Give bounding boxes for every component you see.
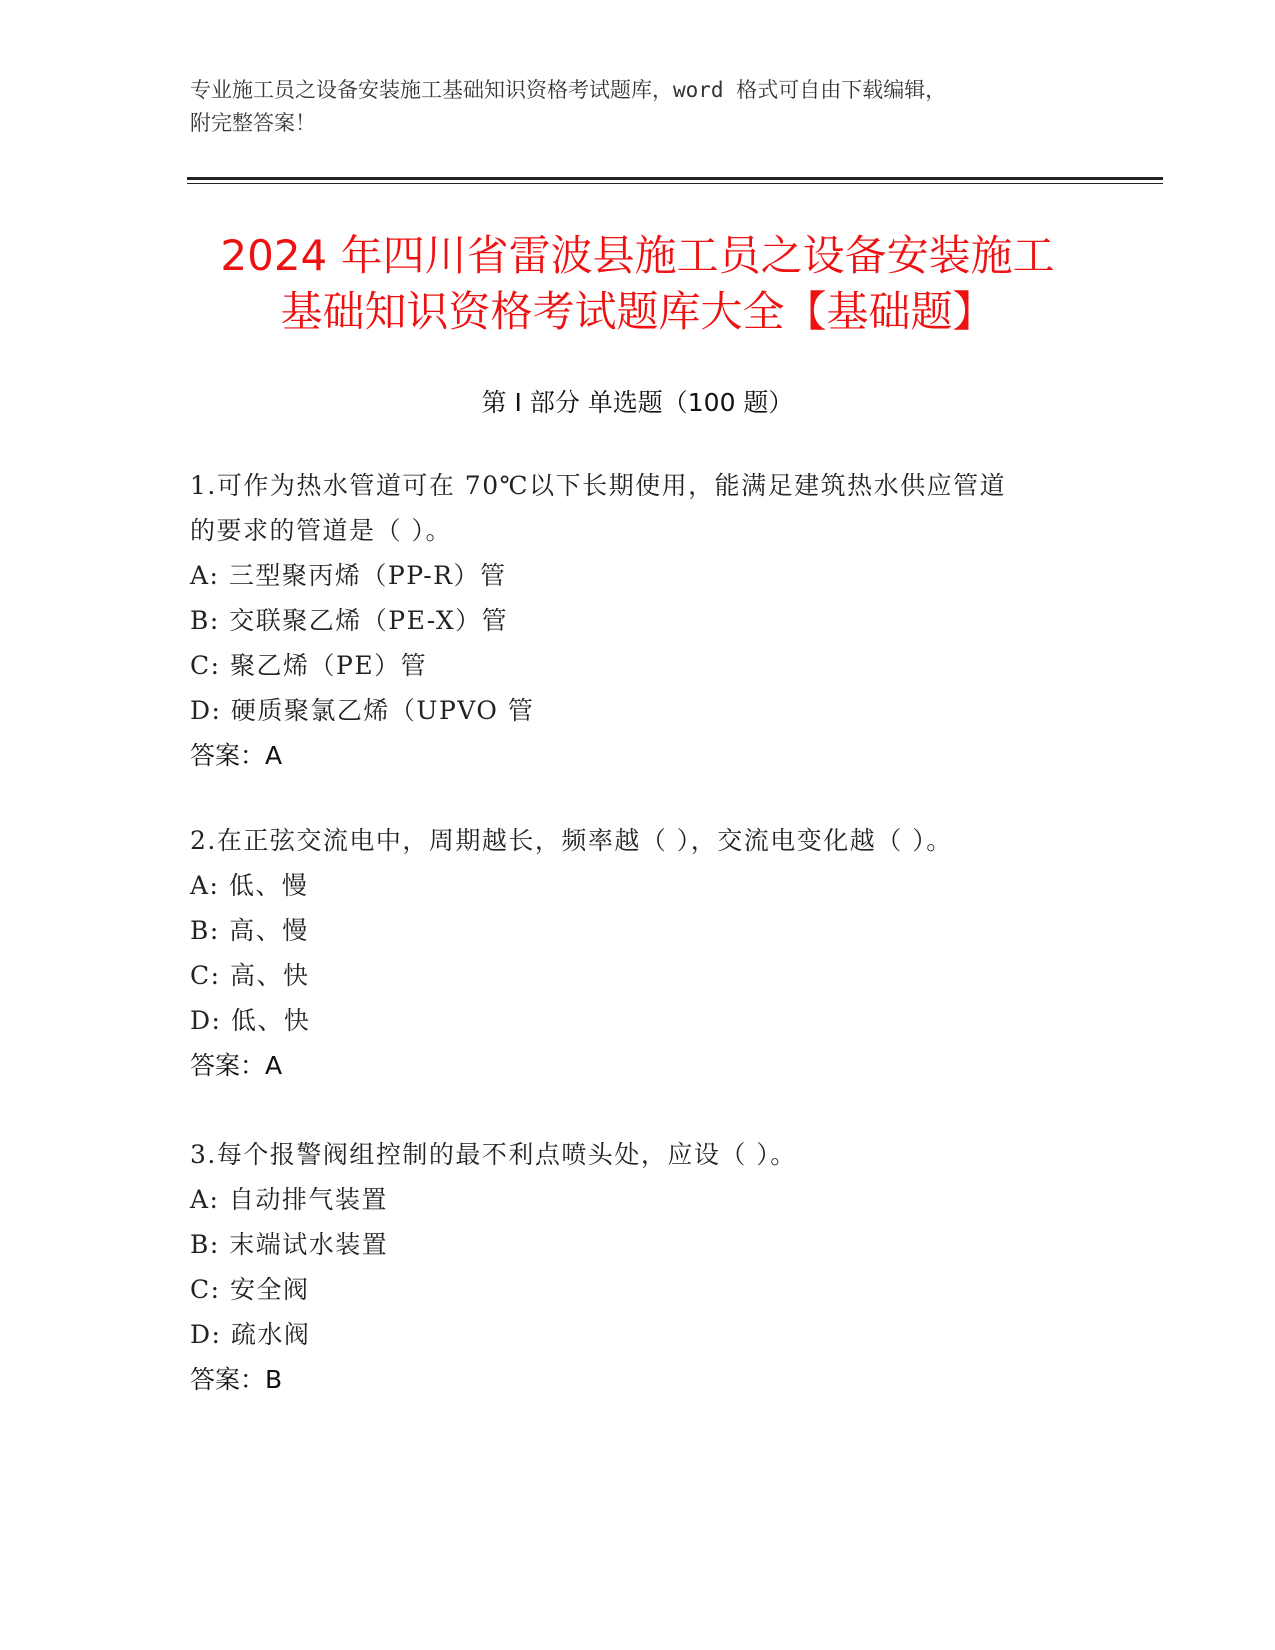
- option-d: D: 硬质聚氯乙烯（UPVO 管: [190, 696, 535, 725]
- option-b: B: 高、慢: [190, 916, 309, 945]
- section-title: 第 I 部分 单选题（100 题）: [481, 388, 794, 417]
- option-a: A: 低、慢: [190, 871, 309, 900]
- document-title-line2: 基础知识资格考试题库大全【基础题】: [280, 287, 995, 336]
- answer: 答案：A: [190, 741, 283, 770]
- question-stem-line1: 3.每个报警阀组控制的最不利点喷头处，应设（ ）。: [190, 1140, 797, 1169]
- option-b: B: 交联聚乙烯（PE-X）管: [190, 606, 509, 635]
- header-note-line2: 附完整答案！: [190, 111, 316, 135]
- option-c: C: 安全阀: [190, 1275, 310, 1304]
- question-3: [190, 1132, 1090, 1402]
- answer: 答案：A: [190, 1051, 283, 1080]
- header-note: [190, 74, 1090, 140]
- option-d: D: 疏水阀: [190, 1320, 311, 1349]
- option-d: D: 低、快: [190, 1006, 311, 1035]
- answer: 答案：B: [190, 1365, 283, 1394]
- question-2: [190, 818, 1090, 1088]
- option-c: C: 高、快: [190, 961, 310, 990]
- question-stem-line1: 2.在正弦交流电中，周期越长，频率越（ ），交流电变化越（ ）。: [190, 826, 953, 855]
- document-title: [180, 228, 1095, 340]
- option-a: A: 三型聚丙烯（PP-R）管: [190, 561, 507, 590]
- option-a: A: 自动排气装置: [190, 1185, 388, 1214]
- question-1: [190, 463, 1090, 778]
- question-stem-line1: 1.可作为热水管道可在 70℃以下长期使用，能满足建筑热水供应管道: [190, 471, 1007, 500]
- option-b: B: 末端试水装置: [190, 1230, 389, 1259]
- header-note-line1: 专业施工员之设备安装施工基础知识资格考试题库，word 格式可自由下载编辑，: [190, 78, 947, 102]
- question-stem-line2: 的要求的管道是（ ）。: [190, 516, 452, 545]
- option-c: C: 聚乙烯（PE）管: [190, 651, 428, 680]
- document-title-line1: 2024 年四川省雷波县施工员之设备安装施工: [220, 231, 1055, 280]
- header-divider-thick: [187, 177, 1163, 180]
- header-divider-thin: [187, 183, 1163, 184]
